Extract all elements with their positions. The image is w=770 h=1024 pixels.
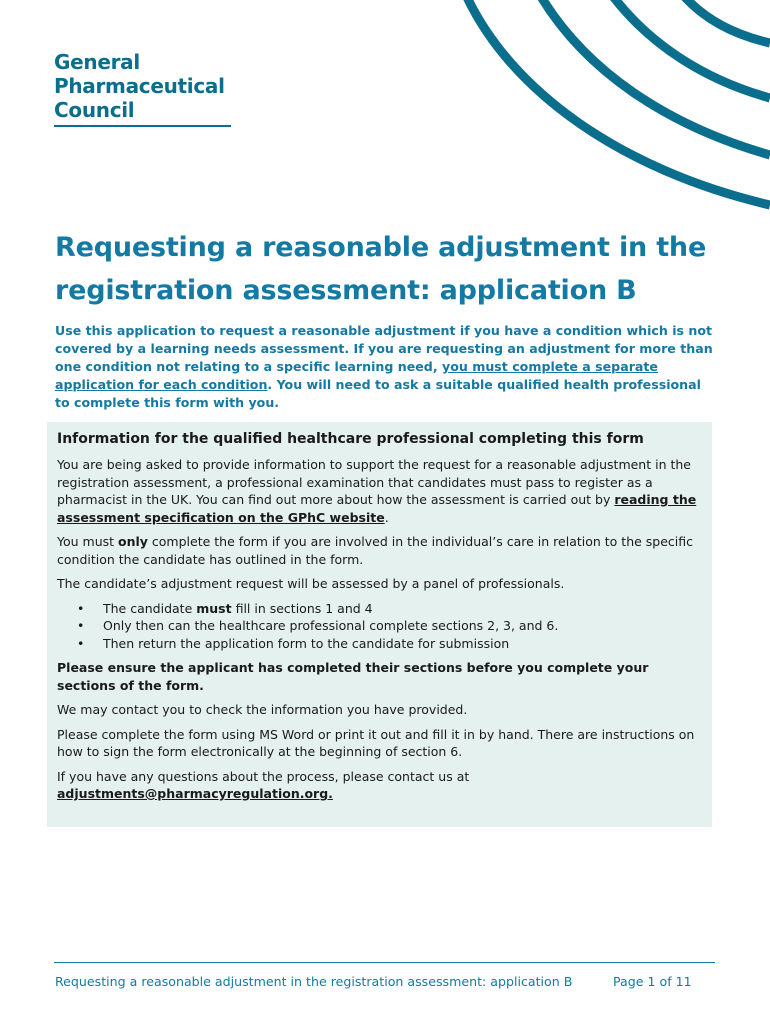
info-p1-end: .: [384, 509, 389, 525]
info-p1-text: You are being asked to provide information to support the request for a reasonable adjustment in the registration assessment, a professional examination that candidates must pass to register as a pharmacist in the UK. You can find out more about how the assessment is carried out by: [57, 457, 691, 507]
info-paragraph-2: [57, 533, 701, 568]
list-item: [77, 600, 701, 618]
list-item-text: Then return the application form to the candidate for submission: [103, 635, 510, 651]
list-item-text: Only then can the healthcare professional complete sections 2, 3, and 6.: [103, 618, 559, 633]
page-title: Requesting a reasonable adjustment in the registration assessment: application B: [55, 232, 707, 306]
intro-text-after: . You will need to ask a suitable qualified health professional to complete this form with you.: [55, 377, 701, 410]
bullet-glyph: •: [77, 600, 85, 616]
info-box-heading: Information for the qualified healthcare professional completing this form: [57, 431, 644, 447]
bullet-glyph: •: [77, 635, 85, 651]
info-paragraph-6: Please complete the form using MS Word or print it out and fill it in by hand. There are instructions on how to sign the form electronically at the beginning of section 6.: [57, 726, 695, 759]
logo-line-3: Council: [54, 98, 135, 122]
page-number: Page 1 of 11: [613, 974, 692, 989]
info-paragraph-3: The candidate’s adjustment request will be assessed by a panel of professionals.: [57, 576, 565, 591]
list-item: [77, 635, 701, 653]
separate-application-link[interactable]: you must complete a separate application for each condition: [55, 359, 658, 392]
intro-paragraph: [55, 322, 715, 412]
footer-divider: [54, 962, 715, 963]
info-paragraph-4: Please ensure the applicant has completed their sections before you complete your sections of the form.: [57, 660, 649, 693]
info-paragraph-7: [57, 768, 701, 803]
footer-title: Requesting a reasonable adjustment in the registration assessment: application B: [55, 974, 573, 989]
list-item: [77, 617, 701, 635]
gphc-logo: [54, 50, 232, 122]
list-item-text: The candidate: [103, 600, 197, 616]
info-bullet-list: [57, 600, 701, 653]
logo-line-2: Pharmaceutical: [54, 74, 225, 98]
info-p2-emphasis: only: [118, 534, 148, 549]
info-box: [47, 422, 712, 827]
list-item-rest: fill in sections 1 and 4: [231, 600, 373, 616]
logo-line-1: General: [54, 50, 140, 74]
logo-underline: [54, 125, 231, 127]
intro-text-before: Use this application to request a reasonable adjustment if you have a condition which is not covered by a learning needs assessment. If you are requesting an adjustment for more than one condition not relating to a specific learning need,: [55, 323, 713, 374]
contact-email-link[interactable]: adjustments@pharmacyregulation.org.: [57, 786, 333, 801]
info-p2-rest: complete the form if you are involved in the individual’s care in relation to the specific condition the candidate has outlined in the form.: [57, 534, 694, 567]
bullet-glyph: •: [77, 618, 85, 633]
info-paragraph-1: [57, 456, 701, 526]
list-item-emphasis: must: [196, 600, 232, 616]
info-p2-text: You must: [57, 534, 119, 549]
info-paragraph-5: We may contact you to check the information you have provided.: [57, 702, 468, 717]
contact-text: If you have any questions about the process, please contact us at: [57, 768, 470, 784]
assessment-specification-link[interactable]: reading the assessment specification on the GPhC website: [57, 492, 697, 525]
